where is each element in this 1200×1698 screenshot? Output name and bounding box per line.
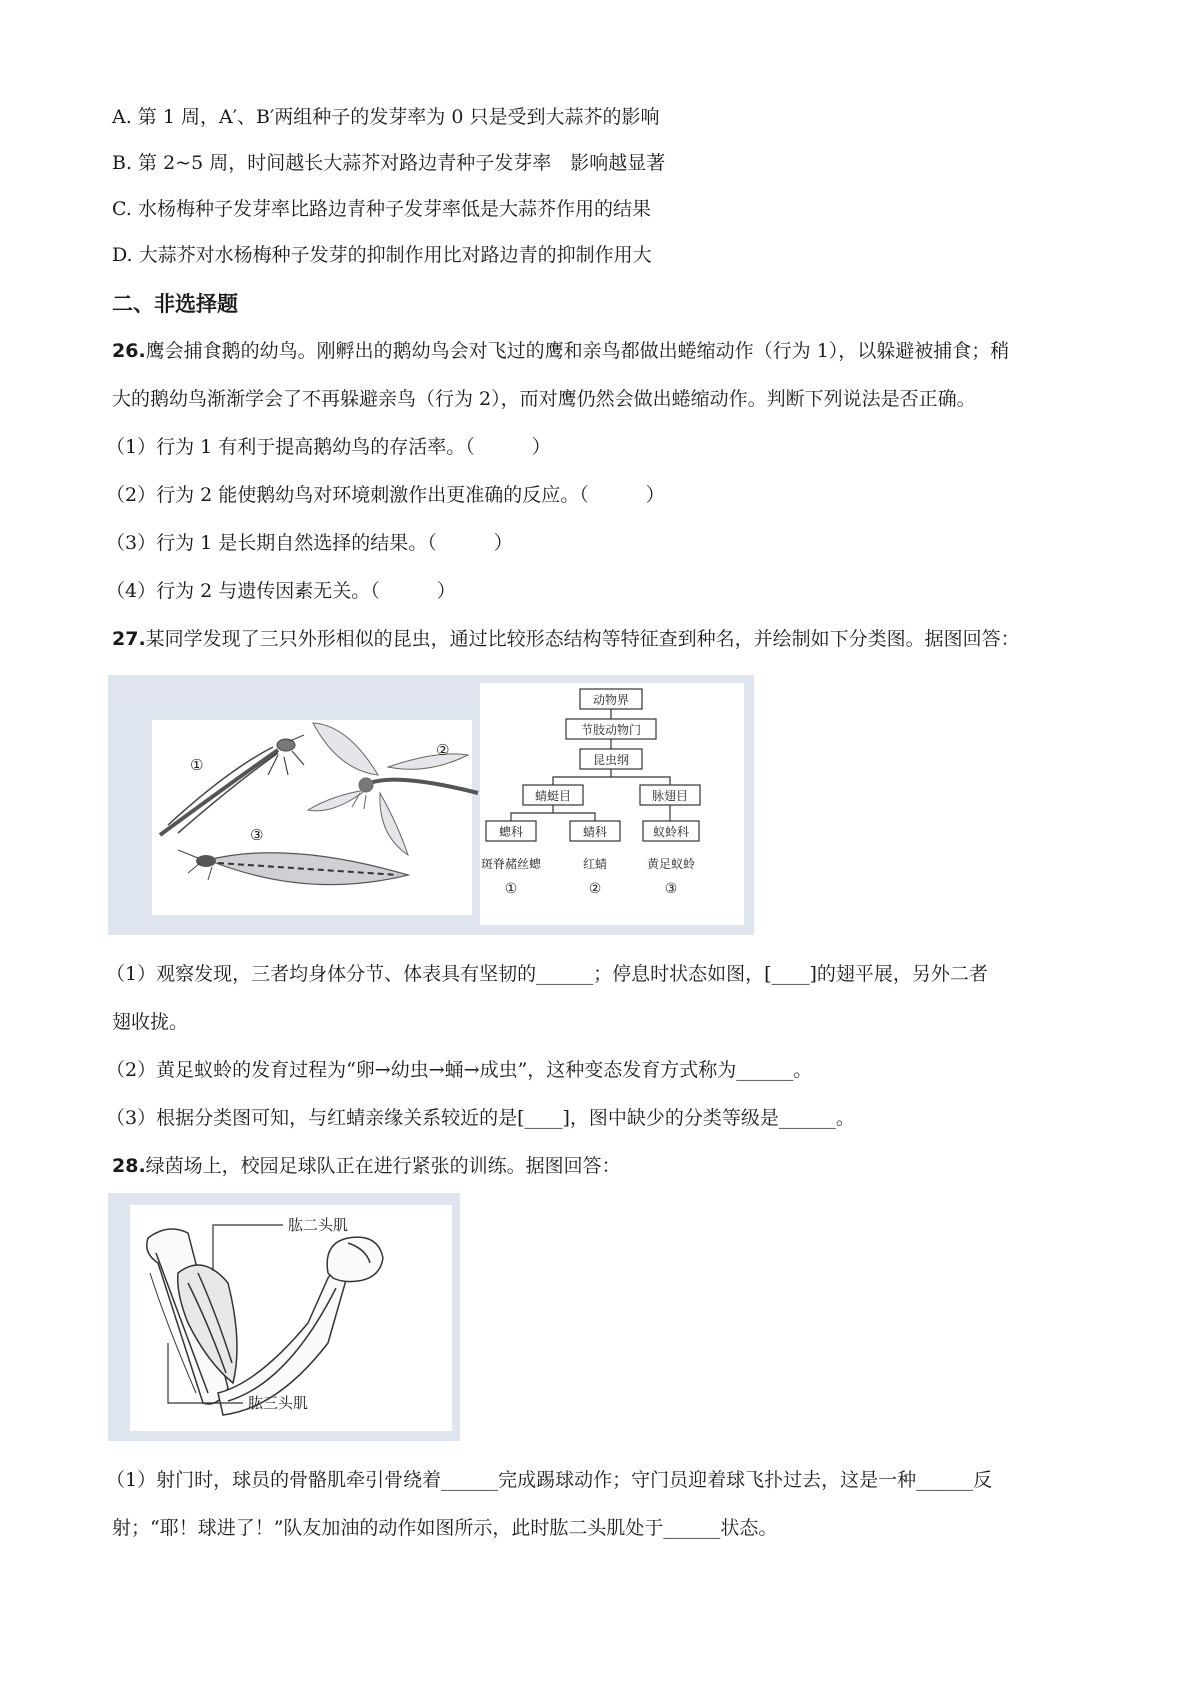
tree-family-1: 蟌科	[498, 825, 524, 839]
tree-class: 昆虫纲	[592, 753, 630, 767]
q27-stem	[112, 626, 1020, 652]
insect-figure	[108, 675, 754, 935]
tree-num-3: ③	[664, 881, 678, 897]
biceps-label: 肱二头肌	[288, 1216, 349, 1234]
tree-num-2: ②	[588, 881, 602, 897]
tree-family-2: 蜻科	[582, 825, 608, 839]
tree-order-odonata: 蜻蜓目	[534, 789, 572, 803]
q26-sub2: （2）行为 2 能使鹅幼鸟对环境刺激作出更准确的反应。（ ）	[106, 484, 665, 506]
q28-sub1-line2: 射；“耶！球进了！”队友加油的动作如图所示，此时肱二头肌处于______状态。	[112, 1517, 778, 1539]
tree-phylum: 节肢动物门	[580, 723, 642, 737]
tree-species-3: 黄足蚁蛉	[646, 857, 696, 871]
tree-num-1: ①	[504, 881, 518, 897]
insect-photo-panel	[152, 720, 472, 915]
q27-text: 某同学发现了三只外形相似的昆虫，通过比较形态结构等特征查到种名，并绘制如下分类图。据图回答：	[145, 628, 1020, 650]
q26-sub4: （4）行为 2 与遗传因素无关。（ ）	[106, 580, 456, 602]
tree-species-2: 红蜻	[582, 857, 608, 871]
option-d: D. 大蒜芥对水杨梅种子发芽的抑制作用比对路边青的抑制作用大	[112, 244, 652, 266]
option-a: A. 第 1 周，A′、B′两组种子的发芽率为 0 只是受到大蒜芥的影响	[112, 106, 660, 128]
insect-figure-svg	[108, 675, 754, 935]
insect-label-1: ①	[190, 756, 204, 774]
option-c: C. 水杨梅种子发芽率比路边青种子发芽率低是大蒜芥作用的结果	[112, 198, 651, 220]
q26-number: 26.	[112, 340, 146, 362]
insect-label-2: ②	[436, 741, 450, 759]
q27-number: 27.	[112, 628, 146, 650]
q26-sub3: （3）行为 1 是长期自然选择的结果。（ ）	[106, 532, 513, 554]
q26-stem-line2: 大的鹅幼鸟渐渐学会了不再躲避亲鸟（行为 2），而对鹰仍然会做出蜷缩动作。判断下列说法是否正确。	[112, 388, 976, 410]
tree-order-neuroptera: 脉翅目	[651, 789, 689, 803]
q26-stem-line1	[112, 338, 1009, 364]
q28-text: 绿茵场上，校园足球队正在进行紧张的训练。据图回答：	[145, 1155, 621, 1177]
q28-sub1-line1: （1）射门时，球员的骨骼肌牵引骨绕着______完成踢球动作；守门员迎着球飞扑过去，这是一种______反	[106, 1469, 993, 1491]
q28-number: 28.	[112, 1155, 146, 1177]
q27-sub1-line1: （1）观察发现，三者均身体分节、体表具有坚韧的______；停息时状态如图，[____]的翅平展，另外二者	[106, 963, 988, 985]
section-title: 二、非选择题	[112, 292, 238, 316]
arm-figure-svg	[108, 1193, 460, 1441]
q27-sub3: （3）根据分类图可知，与红蜻亲缘关系较近的是[____]，图中缺少的分类等级是______。	[106, 1107, 855, 1129]
option-b: B. 第 2~5 周，时间越长大蒜芥对路边青种子发芽率 影响越显著	[112, 152, 666, 174]
tree-family-3: 蚁蛉科	[652, 825, 690, 839]
tree-kingdom: 动物界	[592, 693, 630, 707]
q27-sub2: （2）黄足蚁蛉的发育过程为“卵→幼虫→蛹→成虫”，这种变态发育方式称为______。	[106, 1059, 813, 1081]
q27-sub1-line2: 翅收拢。	[112, 1011, 189, 1033]
triceps-label: 肱三头肌	[248, 1394, 309, 1412]
q28-stem	[112, 1153, 621, 1179]
insect-label-3: ③	[250, 826, 264, 844]
arm-figure	[108, 1193, 460, 1441]
q26-sub1: （1）行为 1 有利于提高鹅幼鸟的存活率。（ ）	[106, 436, 551, 458]
tree-species-1: 斑脊赭丝蟌	[480, 857, 542, 871]
q26-text-1: 鹰会捕食鹅的幼鸟。刚孵出的鹅幼鸟会对飞过的鹰和亲鸟都做出蜷缩动作（行为 1），以躲避被捕食；稍	[145, 340, 1010, 362]
